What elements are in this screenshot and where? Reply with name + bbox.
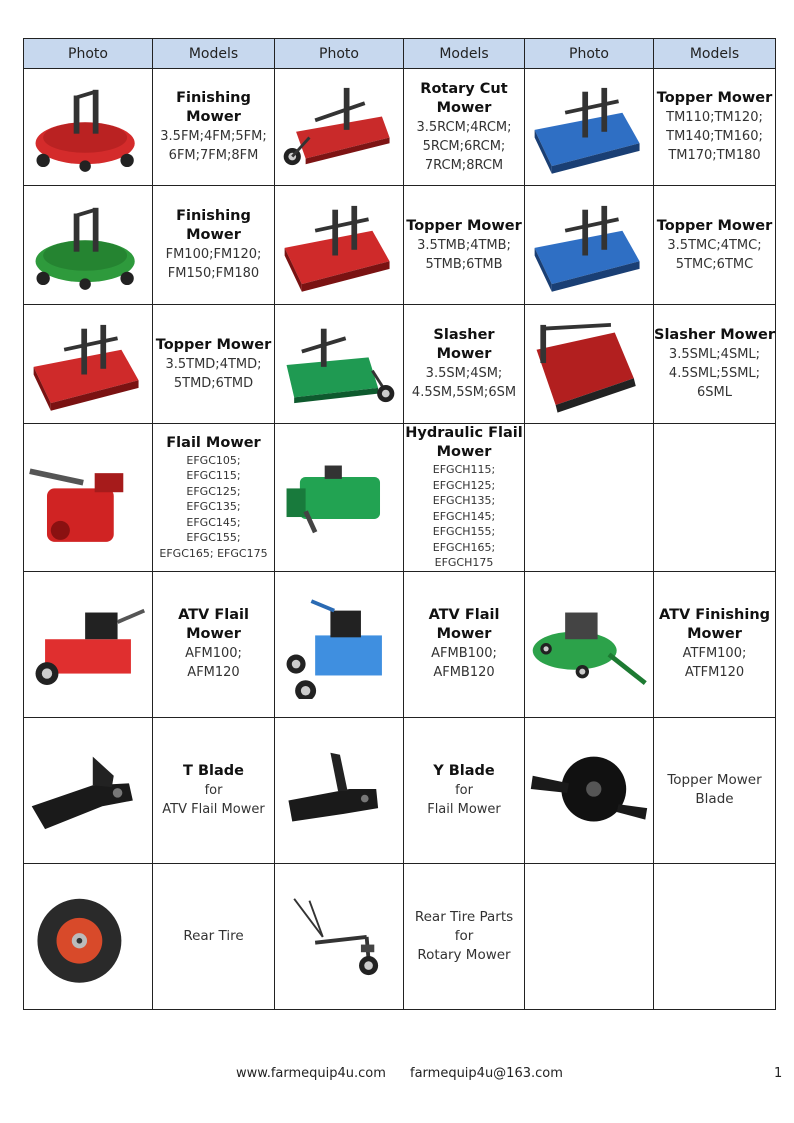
model-code-line: EFGCH145; [432,509,496,523]
model-code-line: 5TMB;6TMB [425,256,503,272]
header-models: Models [404,39,525,69]
red-topper-mower-photo [26,309,150,419]
model-cell [404,186,525,305]
product-row [24,717,776,863]
model-cell [654,571,776,717]
model-cell [153,424,275,572]
model-cell [404,424,525,572]
model-code-line: 3.5TMB;4TMB; [417,237,511,253]
model-code-line: 5TMD;6TMD [173,375,254,391]
model-code-line: 3.5FM;4FM;5FM; [160,129,267,144]
model-code-line: 3.5RCM;4RCM; [416,119,512,135]
model-title: ATV Finishing Mower [658,607,771,642]
model-cell [153,186,275,305]
page-number: 1 [774,1066,783,1081]
item-label: Blade [695,791,734,807]
model-code-line: Flail Mower [427,801,501,817]
model-cell [404,69,525,186]
model-title: ATV Flail Mower [178,607,249,642]
model-code-line: 3.5TMC;4TMC; [667,237,762,253]
red-finishing-mower-photo [26,72,150,182]
model-title: Topper Mower [656,217,773,234]
model-title: Rotary Cut Mower [420,80,508,116]
product-photo-cell [275,305,404,424]
rear-tire-photo [26,881,150,991]
model-code-line: EFGC145; [186,515,241,529]
product-row [24,305,776,424]
model-code-line: 5TMC;6TMC [675,256,754,272]
model-code-line: TM110;TM120; [666,110,763,125]
model-cell [153,571,275,717]
model-title: ATV Flail Mower [428,607,500,642]
model-code-line: FM150;FM180 [167,266,260,281]
red-slasher-mower-photo [527,309,651,419]
model-cell [404,717,525,863]
model-title: Topper Mower [406,217,522,234]
red-topper-mower-photo [277,190,401,300]
product-photo-cell [24,571,153,717]
empty-cell [525,863,654,1009]
product-photo-cell [275,186,404,305]
blue-topper-mower-photo [527,72,651,182]
model-cell [153,69,275,186]
model-code-line: FM100;FM120; [165,247,262,262]
blue-topper-mower-photo [527,190,651,300]
empty-cell [654,424,776,572]
item-label: Topper Mower [667,772,762,788]
model-code-line: 4.5SML;5SML; [668,366,761,381]
t-blade-photo [26,735,150,845]
model-title: Finishing Mower [176,208,251,243]
model-cell [654,717,776,863]
model-title: Slasher Mower [433,327,495,362]
red-flail-mower-photo [26,442,150,552]
model-code-line: 3.5SML;4SML; [668,347,761,362]
product-photo-cell [24,424,153,572]
header-photo: Photo [275,39,404,69]
product-row [24,69,776,186]
model-title: Flail Mower [166,434,261,451]
product-photo-cell [275,717,404,863]
model-code-line: 4.5SM,5SM;6SM [411,385,517,400]
model-code-line: EFGC105; [186,453,241,467]
item-label: Rotary Mower [417,946,511,963]
product-photo-cell [525,571,654,717]
model-code-line: EFGCH135; [432,494,496,507]
model-cell [404,863,525,1009]
topper-mower-blade-photo [527,735,651,845]
red-rotary-cut-mower-photo [277,72,401,182]
red-atv-flail-mower-photo [26,589,150,699]
green-slasher-mower-photo [277,309,401,419]
blue-atv-flail-mower-photo [277,589,401,699]
product-row [24,571,776,717]
model-code-line: AFMB120 [433,665,495,680]
model-code-line: 5RCM;6RCM; [422,138,506,154]
empty-cell [654,863,776,1009]
product-photo-cell [525,305,654,424]
model-cell [153,717,275,863]
product-row [24,863,776,1009]
model-code-line: 6SML [697,385,732,400]
item-label: Rear Tire [183,927,244,944]
model-title: Y Blade [433,762,495,779]
empty-cell [525,424,654,572]
product-photo-cell [525,186,654,305]
y-blade-photo [277,735,401,845]
model-cell [404,305,525,424]
green-atv-finishing-mower-photo [527,589,651,699]
product-photo-cell [275,69,404,186]
model-code-line: for [204,782,223,798]
model-code-line: EFGCH175 [434,556,494,569]
header-photo: Photo [525,39,654,69]
product-photo-cell [24,717,153,863]
product-catalog-table [23,38,776,1010]
model-code-line: 3.5SM;4SM; [425,366,503,381]
model-code-line: ATV Flail Mower [162,801,265,817]
model-code-line: EFGC135; [186,500,241,513]
model-code-line: EFGCH155; [432,525,496,538]
product-photo-cell [275,571,404,717]
product-photo-cell [525,69,654,186]
header-row [24,39,776,69]
product-photo-cell [24,863,153,1009]
header-photo: Photo [24,39,153,69]
model-code-line: AFMB100; [431,646,497,661]
model-title: Hydraulic Flail Mower [405,425,523,460]
model-code-line: EFGCH115; [432,463,496,476]
model-code-line: TM170;TM180 [668,148,761,163]
model-title: Topper Mower [656,90,773,106]
model-code-line: EFGCH125; [432,478,496,492]
product-photo-cell [525,717,654,863]
model-code-line: EFGCH165; [432,540,496,554]
model-code-line: 7RCM;8RCM [424,157,504,173]
header-models: Models [654,39,776,69]
rear-tire-parts-photo [277,881,401,991]
model-code-line: AFM120 [187,665,240,680]
product-photo-cell [24,305,153,424]
item-label: Rear Tire Parts [414,908,514,925]
model-code-line: for [455,782,473,798]
model-code-line: EFGC125; [186,484,241,498]
footer-email[interactable]: farmequip4u@163.com [410,1066,563,1081]
model-cell [654,69,776,186]
model-code-line: AFM100; [185,646,242,661]
model-code-line: ATFM100; [682,646,747,661]
product-photo-cell [24,69,153,186]
header-models: Models [153,39,275,69]
model-title: Finishing Mower [176,90,251,125]
item-label: for [454,927,474,944]
model-title: Topper Mower [155,336,272,353]
footer-website[interactable]: www.farmequip4u.com [236,1066,386,1081]
model-cell [404,571,525,717]
model-code-line: EFGC165; EFGC175 [159,546,268,560]
model-title: Slasher Mower [654,327,775,343]
model-code-line: TM140;TM160; [666,129,763,144]
product-row [24,424,776,572]
model-title: T Blade [183,762,244,779]
product-photo-cell [24,186,153,305]
model-code-line: 3.5TMD;4TMD; [165,356,262,372]
model-cell [153,305,275,424]
product-photo-cell [275,424,404,572]
model-cell [654,186,776,305]
model-code-line: EFGC115; [186,469,241,482]
product-row [24,186,776,305]
green-hydraulic-flail-mower-photo [277,442,401,552]
model-cell [153,863,275,1009]
model-cell [654,305,776,424]
green-finishing-mower-photo [26,190,150,300]
model-code-line: 6FM;7FM;8FM [168,148,259,163]
model-code-line: ATFM120 [684,665,745,680]
model-code-line: EFGC155; [186,531,241,544]
product-photo-cell [275,863,404,1009]
